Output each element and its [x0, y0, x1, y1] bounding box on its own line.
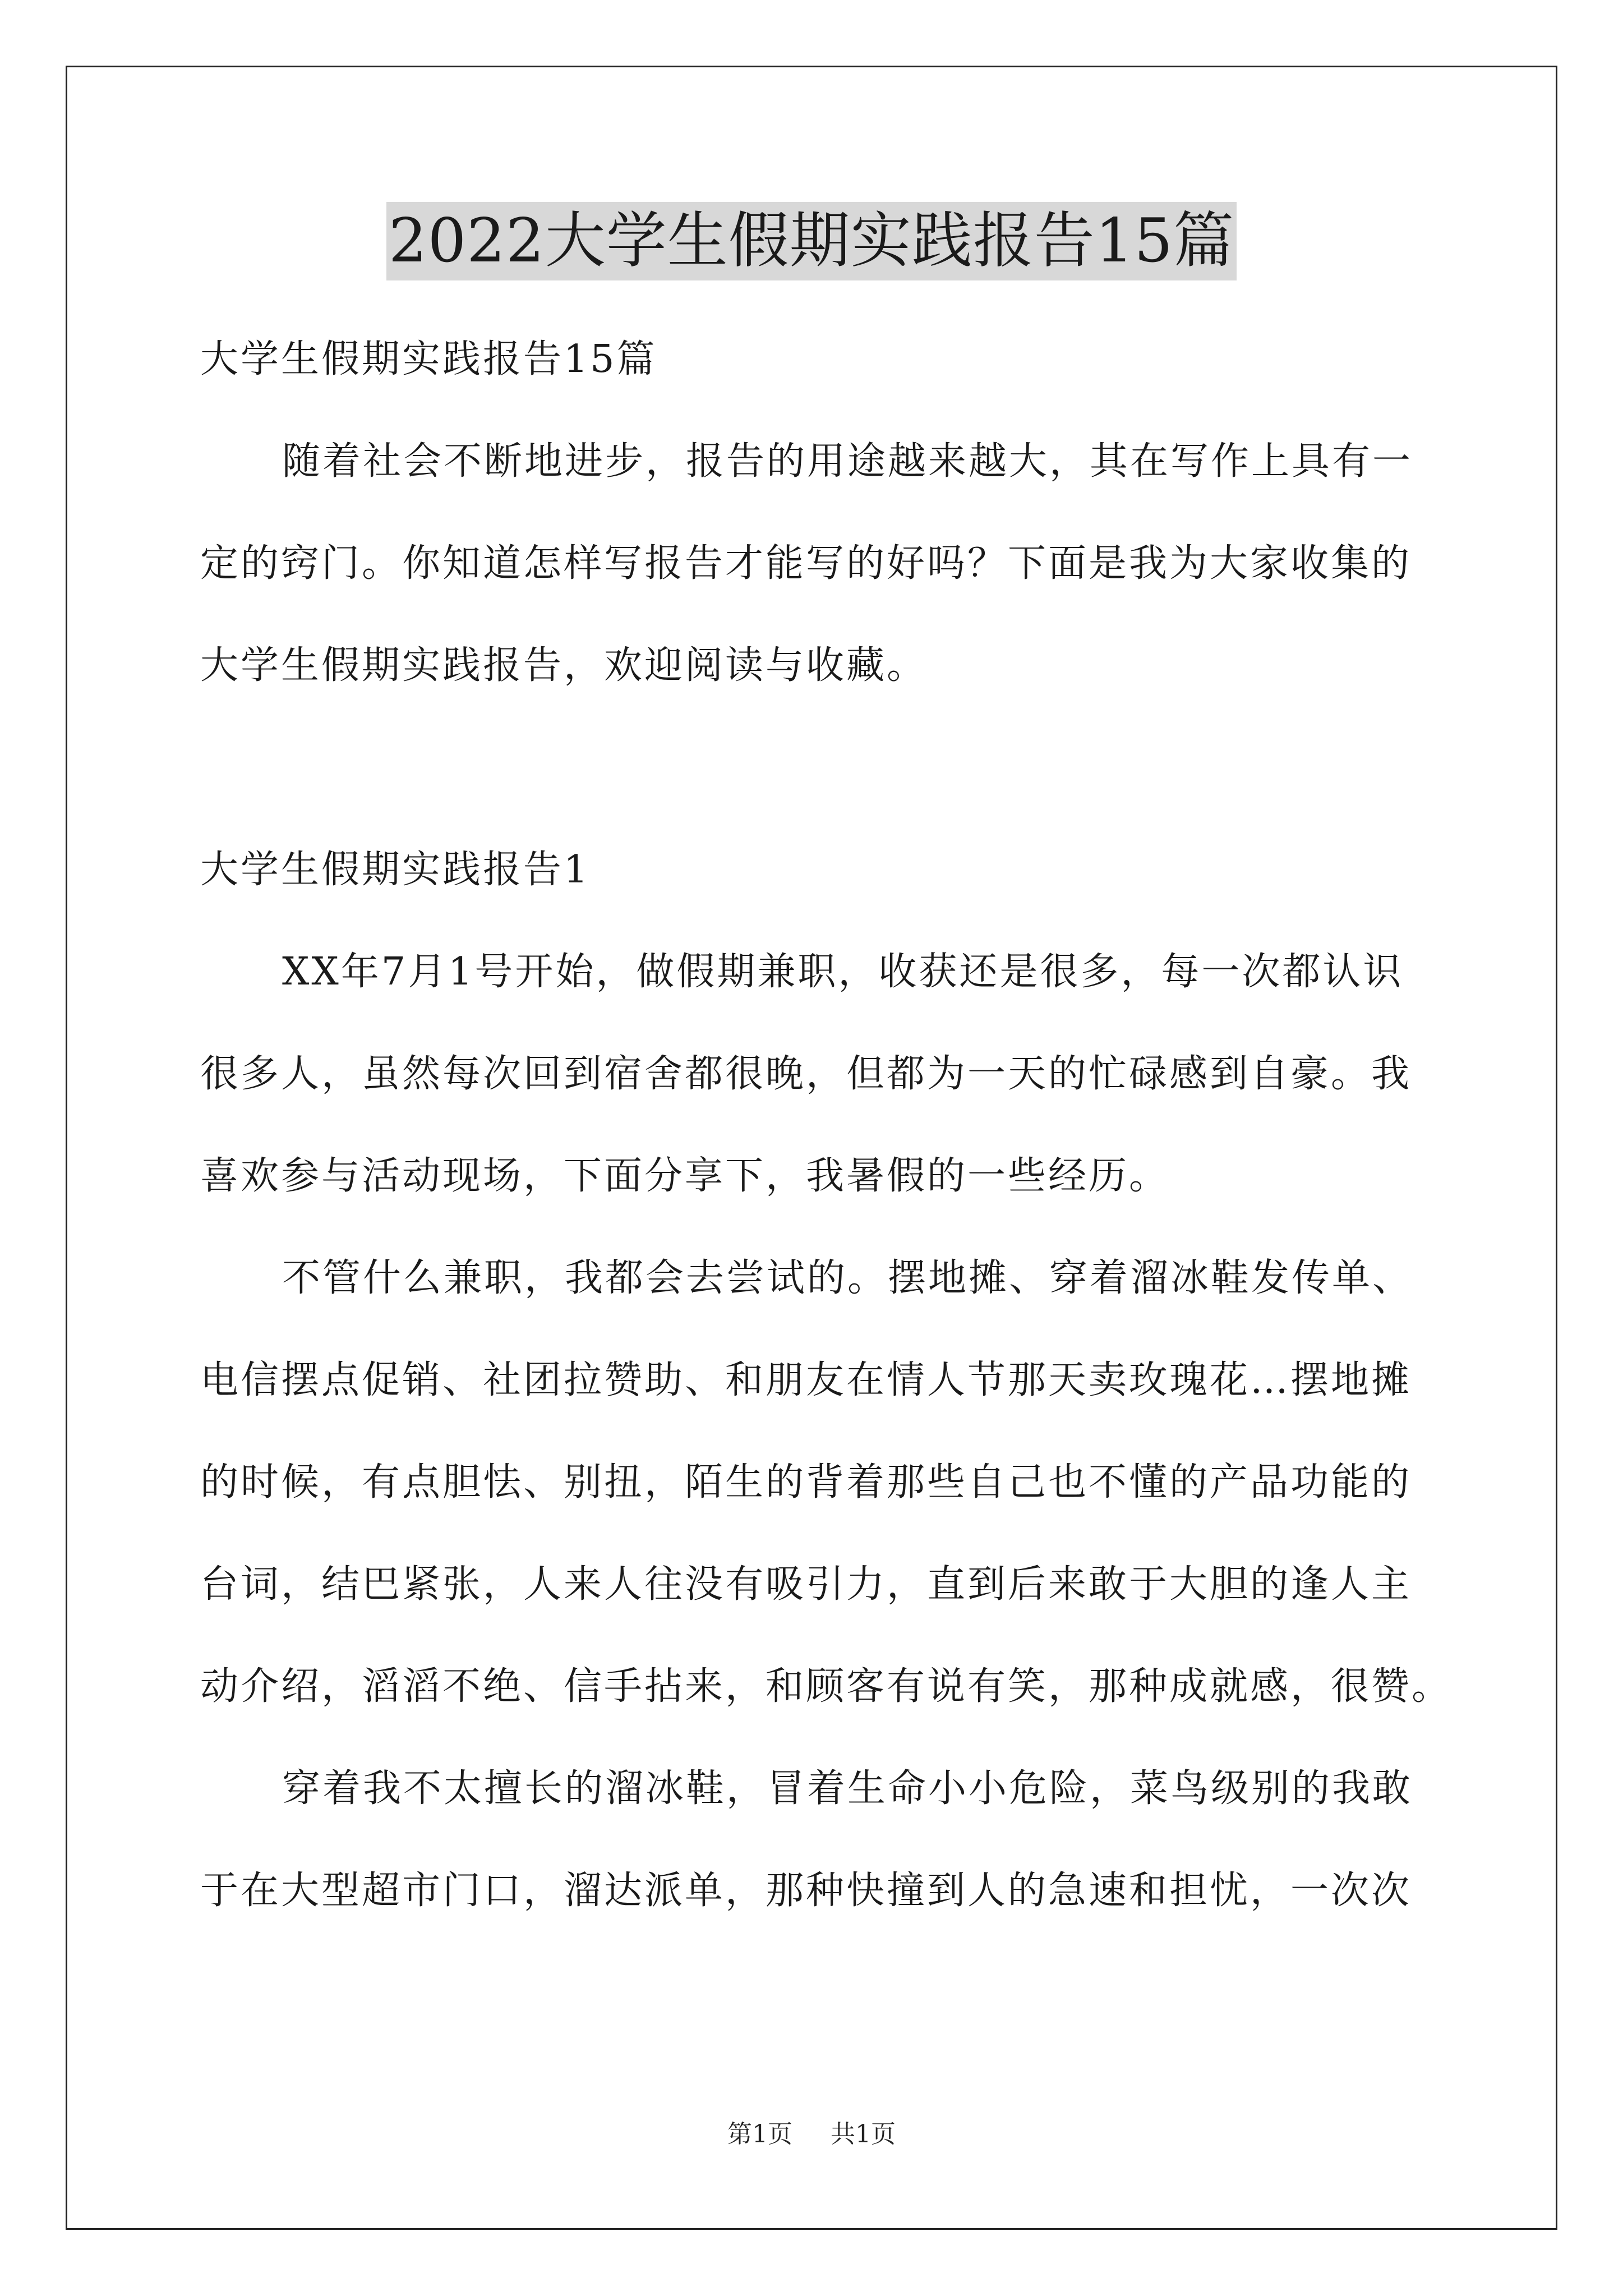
paragraph-line: 穿着我不太擅长的溜冰鞋，冒着生命小小危险，菜鸟级别的我敢 [282, 1766, 1413, 1811]
paragraph-line: 不管什么兼职，我都会去尝试的。摆地摊、穿着溜冰鞋发传单、 [282, 1256, 1413, 1300]
paragraph-line: 于在大型超市门口，溜达派单，那种快撞到人的急速和担忧，一次次 [200, 1869, 1412, 1913]
paragraph-line: 的时候，有点胆怯、别扭，陌生的背着那些自己也不懂的产品功能的 [200, 1460, 1412, 1504]
paragraph-line: 动介绍，滔滔不绝、信手拈来，和顾客有说有笑，那种成就感，很赞。 [200, 1664, 1453, 1709]
paragraph-line: 大学生假期实践报告，欢迎阅读与收藏。 [200, 643, 928, 688]
page-footer [0, 2118, 1623, 2151]
paragraph-line: 电信摆点促销、社团拉赞助、和朋友在情人节那天卖玫瑰花…摆地摊 [200, 1358, 1412, 1402]
page-total: 共1页 [831, 2120, 896, 2148]
document-title: 2022大学生假期实践报告15篇 [386, 202, 1237, 280]
paragraph-line: 喜欢参与活动现场，下面分享下，我暑假的一些经历。 [200, 1154, 1170, 1198]
paragraph-line: 很多人，虽然每次回到宿舍都很晚，但都为一天的忙碌感到自豪。我 [200, 1052, 1412, 1096]
paragraph-line: XX年7月1号开始，做假期兼职，收获还是很多，每一次都认识 [282, 950, 1404, 994]
section-heading: 大学生假期实践报告1 [200, 848, 591, 892]
paragraph-line: 台词，结巴紧张，人来人往没有吸引力，直到后来敢于大胆的逢人主 [200, 1562, 1412, 1607]
page-number: 第1页 [727, 2120, 792, 2148]
paragraph-line: 随着社会不断地进步，报告的用途越来越大，其在写作上具有一 [282, 439, 1413, 484]
document-body [200, 309, 1453, 1942]
blank-line [200, 717, 1434, 819]
title-container [0, 202, 1623, 280]
section-heading: 大学生假期实践报告15篇 [200, 337, 657, 381]
paragraph-line: 定的窍门。你知道怎样写报告才能写的好吗？下面是我为大家收集的 [200, 541, 1412, 586]
